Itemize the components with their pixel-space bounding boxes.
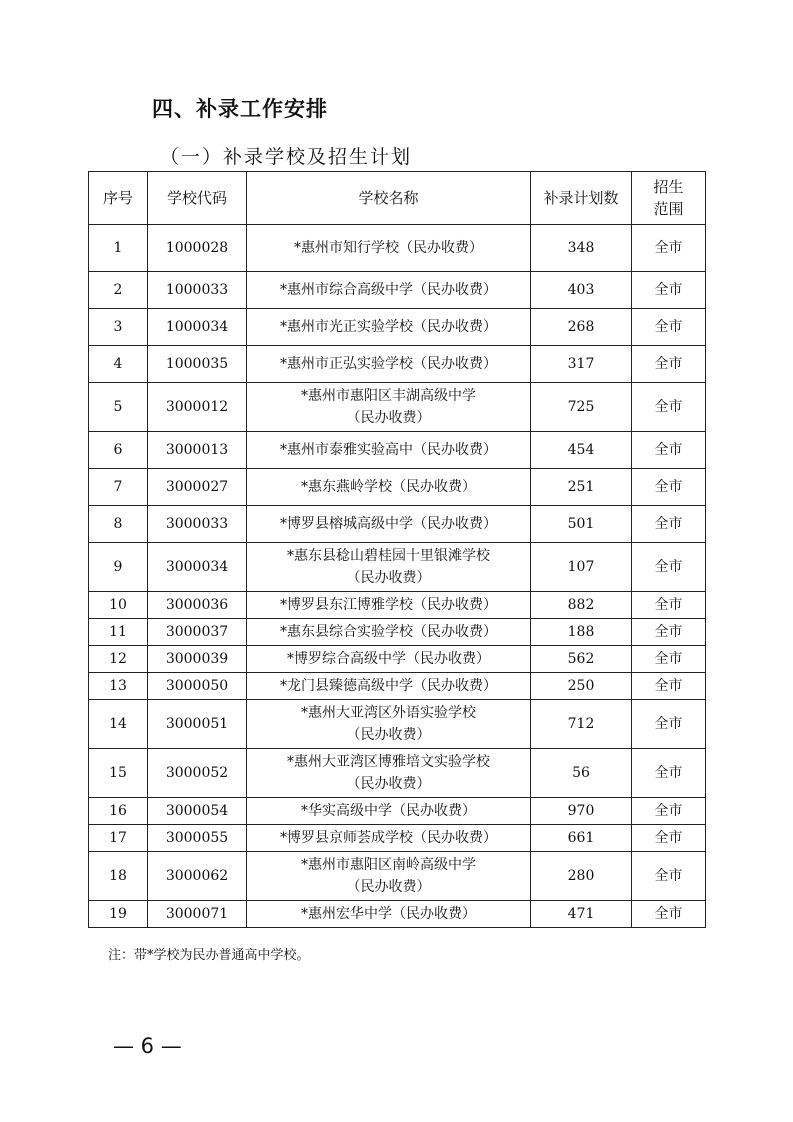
cell-seq: 9 xyxy=(89,543,148,592)
cell-scope: 全市 xyxy=(632,852,706,901)
cell-plan: 107 xyxy=(531,543,632,592)
cell-name xyxy=(247,749,531,798)
school-name-line1: *惠州市惠阳区丰湖高级中学 xyxy=(301,388,476,404)
cell-name xyxy=(247,543,531,592)
cell-name xyxy=(247,798,531,825)
cell-seq: 8 xyxy=(89,506,148,543)
school-name-line1: *惠州市惠阳区南岭高级中学 xyxy=(301,857,476,873)
cell-scope: 全市 xyxy=(632,901,706,928)
cell-plan: 882 xyxy=(531,592,632,619)
subsection-heading: （一）补录学校及招生计划 xyxy=(160,146,413,168)
school-name-line1: *博罗综合高级中学（民办收费） xyxy=(287,651,490,667)
cell-code: 3000051 xyxy=(148,700,247,749)
school-name-line1: *惠州市正弘实验学校（民办收费） xyxy=(280,356,497,372)
cell-code: 3000037 xyxy=(148,619,247,646)
cell-name xyxy=(247,309,531,346)
cell-name xyxy=(247,506,531,543)
cell-seq: 3 xyxy=(89,309,148,346)
cell-code: 3000033 xyxy=(148,506,247,543)
cell-seq: 10 xyxy=(89,592,148,619)
table-row xyxy=(89,383,706,432)
cell-plan: 56 xyxy=(531,749,632,798)
cell-seq: 19 xyxy=(89,901,148,928)
cell-name xyxy=(247,432,531,469)
school-name-line1: *惠州市知行学校（民办收费） xyxy=(294,240,483,256)
table-row xyxy=(89,825,706,852)
cell-seq: 16 xyxy=(89,798,148,825)
cell-name xyxy=(247,825,531,852)
header-code: 学校代码 xyxy=(148,172,247,225)
header-scope-line2: 范围 xyxy=(653,200,684,218)
cell-code: 1000034 xyxy=(148,309,247,346)
cell-seq: 5 xyxy=(89,383,148,432)
school-name-line1: *博罗县榕城高级中学（民办收费） xyxy=(280,516,497,532)
table-row xyxy=(89,673,706,700)
cell-scope: 全市 xyxy=(632,749,706,798)
cell-scope: 全市 xyxy=(632,543,706,592)
school-name-line1: *惠东县稔山碧桂园十里银滩学校 xyxy=(287,548,490,564)
cell-name xyxy=(247,225,531,272)
cell-seq: 12 xyxy=(89,646,148,673)
cell-code: 3000054 xyxy=(148,798,247,825)
table-row xyxy=(89,646,706,673)
cell-seq: 4 xyxy=(89,346,148,383)
cell-seq: 18 xyxy=(89,852,148,901)
table-row xyxy=(89,852,706,901)
cell-seq: 2 xyxy=(89,272,148,309)
table-row xyxy=(89,432,706,469)
cell-scope: 全市 xyxy=(632,506,706,543)
cell-name xyxy=(247,700,531,749)
cell-plan: 268 xyxy=(531,309,632,346)
cell-plan: 348 xyxy=(531,225,632,272)
cell-scope: 全市 xyxy=(632,592,706,619)
cell-seq: 15 xyxy=(89,749,148,798)
cell-scope: 全市 xyxy=(632,646,706,673)
cell-name xyxy=(247,469,531,506)
cell-plan: 454 xyxy=(531,432,632,469)
school-name-line1: *惠州大亚湾区博雅培文实验学校 xyxy=(287,754,490,770)
cell-seq: 1 xyxy=(89,225,148,272)
section-heading: 四、补录工作安排 xyxy=(152,97,328,121)
header-name: 学校名称 xyxy=(247,172,531,225)
cell-scope: 全市 xyxy=(632,700,706,749)
cell-scope: 全市 xyxy=(632,272,706,309)
cell-scope: 全市 xyxy=(632,346,706,383)
cell-seq: 17 xyxy=(89,825,148,852)
school-name-line1: *博罗县东江博雅学校（民办收费） xyxy=(280,597,497,613)
table-note: 注：带*学校为民办普通高中学校。 xyxy=(108,948,310,963)
cell-plan: 250 xyxy=(531,673,632,700)
table-row xyxy=(89,225,706,272)
cell-seq: 7 xyxy=(89,469,148,506)
cell-seq: 6 xyxy=(89,432,148,469)
school-name-line1: *惠州市泰雅实验高中（民办收费） xyxy=(280,442,497,458)
cell-name xyxy=(247,592,531,619)
cell-name xyxy=(247,852,531,901)
table-row xyxy=(89,309,706,346)
school-name-line2: （民办收费） xyxy=(346,879,431,895)
cell-name xyxy=(247,619,531,646)
school-name-line1: *惠州市光正实验学校（民办收费） xyxy=(280,319,497,335)
cell-name xyxy=(247,901,531,928)
cell-scope: 全市 xyxy=(632,432,706,469)
cell-code: 3000013 xyxy=(148,432,247,469)
cell-code: 1000028 xyxy=(148,225,247,272)
cell-seq: 13 xyxy=(89,673,148,700)
cell-plan: 471 xyxy=(531,901,632,928)
school-name-line1: *惠东燕岭学校（民办收费） xyxy=(301,479,476,495)
cell-plan: 712 xyxy=(531,700,632,749)
table-row xyxy=(89,346,706,383)
cell-code: 3000034 xyxy=(148,543,247,592)
table-row xyxy=(89,619,706,646)
table-row xyxy=(89,469,706,506)
cell-code: 3000062 xyxy=(148,852,247,901)
cell-plan: 725 xyxy=(531,383,632,432)
cell-plan: 661 xyxy=(531,825,632,852)
cell-plan: 280 xyxy=(531,852,632,901)
header-plan: 补录计划数 xyxy=(531,172,632,225)
header-seq: 序号 xyxy=(89,172,148,225)
cell-scope: 全市 xyxy=(632,309,706,346)
cell-code: 1000033 xyxy=(148,272,247,309)
table-row xyxy=(89,798,706,825)
cell-code: 3000027 xyxy=(148,469,247,506)
table-row xyxy=(89,901,706,928)
school-name-line1: *惠州市综合高级中学（民办收费） xyxy=(280,282,497,298)
table-row xyxy=(89,592,706,619)
cell-scope: 全市 xyxy=(632,469,706,506)
header-scope-line1: 招生 xyxy=(653,178,684,196)
table-row xyxy=(89,749,706,798)
school-name-line2: （民办收费） xyxy=(346,727,431,743)
page-number: — 6 — xyxy=(113,1034,182,1058)
cell-name xyxy=(247,272,531,309)
table-row xyxy=(89,700,706,749)
cell-code: 3000039 xyxy=(148,646,247,673)
cell-plan: 403 xyxy=(531,272,632,309)
cell-scope: 全市 xyxy=(632,383,706,432)
cell-plan: 970 xyxy=(531,798,632,825)
cell-plan: 317 xyxy=(531,346,632,383)
table-row xyxy=(89,272,706,309)
cell-name xyxy=(247,673,531,700)
cell-name xyxy=(247,646,531,673)
cell-seq: 11 xyxy=(89,619,148,646)
cell-plan: 501 xyxy=(531,506,632,543)
school-name-line1: *龙门县臻德高级中学（民办收费） xyxy=(280,678,497,694)
cell-scope: 全市 xyxy=(632,619,706,646)
table-body xyxy=(89,225,706,928)
table-row xyxy=(89,506,706,543)
cell-scope: 全市 xyxy=(632,798,706,825)
cell-code: 3000050 xyxy=(148,673,247,700)
cell-scope: 全市 xyxy=(632,825,706,852)
cell-plan: 251 xyxy=(531,469,632,506)
cell-plan: 562 xyxy=(531,646,632,673)
cell-name xyxy=(247,383,531,432)
school-name-line1: *惠州宏华中学（民办收费） xyxy=(301,906,476,922)
enrollment-plan-table xyxy=(88,171,706,928)
cell-code: 3000055 xyxy=(148,825,247,852)
cell-code: 1000035 xyxy=(148,346,247,383)
cell-code: 3000036 xyxy=(148,592,247,619)
cell-name xyxy=(247,346,531,383)
school-name-line2: （民办收费） xyxy=(346,570,431,586)
cell-scope: 全市 xyxy=(632,673,706,700)
school-name-line1: *惠州大亚湾区外语实验学校 xyxy=(301,705,476,721)
table-row xyxy=(89,543,706,592)
school-name-line1: *华实高级中学（民办收费） xyxy=(301,803,476,819)
school-name-line2: （民办收费） xyxy=(346,410,431,426)
cell-code: 3000012 xyxy=(148,383,247,432)
cell-code: 3000071 xyxy=(148,901,247,928)
school-name-line1: *惠东县综合实验学校（民办收费） xyxy=(280,624,497,640)
header-scope xyxy=(632,172,706,225)
cell-plan: 188 xyxy=(531,619,632,646)
cell-scope: 全市 xyxy=(632,225,706,272)
school-name-line1: *博罗县京师荟成学校（民办收费） xyxy=(280,830,497,846)
table-header-row xyxy=(89,172,706,225)
school-name-line2: （民办收费） xyxy=(346,776,431,792)
cell-code: 3000052 xyxy=(148,749,247,798)
cell-seq: 14 xyxy=(89,700,148,749)
